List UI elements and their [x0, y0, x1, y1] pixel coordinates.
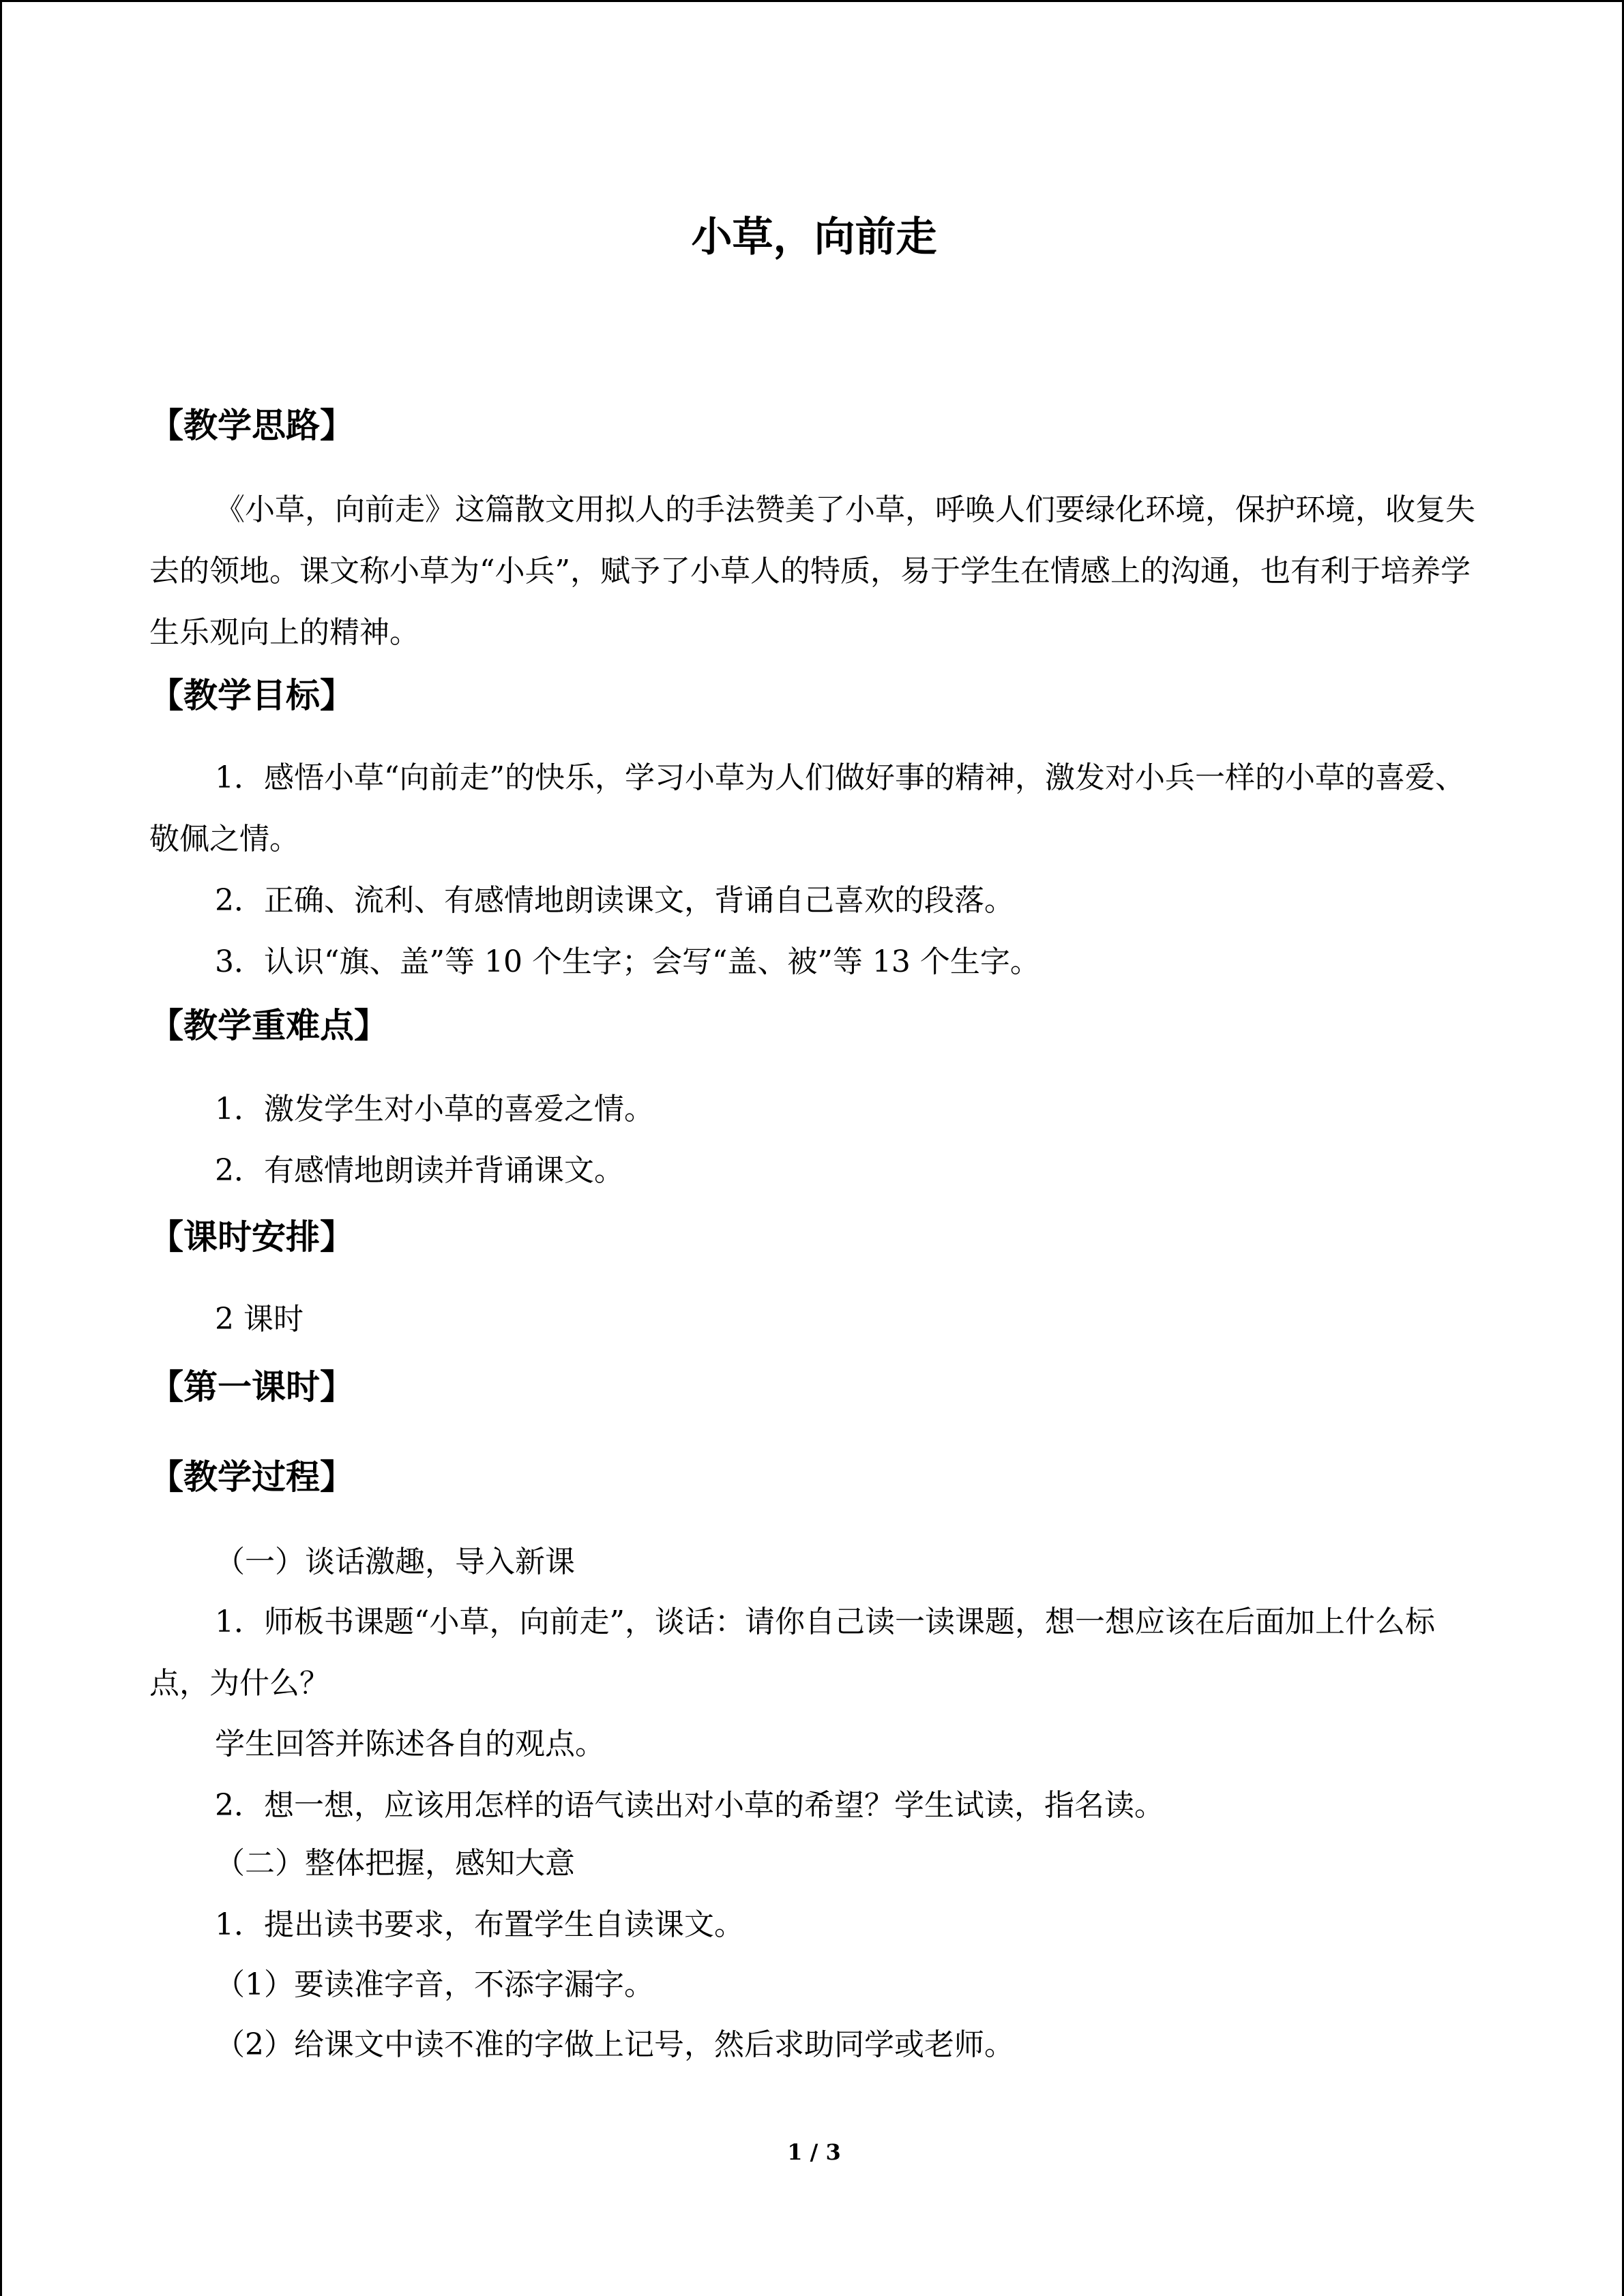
- heading-process: 【教学过程】: [149, 1457, 354, 1497]
- goal-item-1: 1．感悟小草“向前走”的快乐，学习小草为人们做好事的精神，激发对小兵一样的小草的喜爱、敬佩之情。: [149, 760, 1465, 856]
- schedule-text: 2 课时: [215, 1302, 304, 1337]
- goal-item-3: 3．认识“旗、盖”等 10 个生字；会写“盖、被”等 13 个生字。: [215, 944, 1040, 979]
- process-line-1: （一）谈话激趣，导入新课: [215, 1545, 575, 1579]
- process-line-5: （二）整体把握，感知大意: [215, 1846, 575, 1881]
- process-line-3: 学生回答并陈述各自的观点。: [215, 1727, 605, 1761]
- heading-goals: 【教学目标】: [149, 675, 354, 715]
- process-line-4: 2．想一想，应该用怎样的语气读出对小草的希望？学生试读，指名读。: [215, 1788, 1164, 1823]
- process-line-8: （2）给课文中读不准的字做上记号，然后求助同学或老师。: [215, 2027, 1014, 2062]
- process-line-2: 1．师板书课题“小草，向前走”，谈话：请你自己读一读课题，想一想应该在后面加上什么标点，为什么？: [149, 1605, 1435, 1701]
- page-number: 1 / 3: [787, 2139, 841, 2165]
- process-line-6: 1．提出读书要求，布置学生自读课文。: [215, 1907, 744, 1942]
- heading-key-points: 【教学重难点】: [149, 1005, 388, 1045]
- key-point-item-2: 2．有感情地朗读并背诵课文。: [215, 1153, 624, 1188]
- heading-approach: 【教学思路】: [149, 405, 354, 445]
- goal-item-2: 2．正确、流利、有感情地朗读课文，背诵自己喜欢的段落。: [215, 883, 1014, 918]
- approach-paragraph: 《小草，向前走》这篇散文用拟人的手法赞美了小草，呼唤人们要绿化环境，保护环境，收复失去的领地。课文称小草为“小兵”，赋予了小草人的特质，易于学生在情感上的沟通，也有利于培养学生乐观向上的精神。: [149, 492, 1475, 650]
- page-title: 小草，向前走: [691, 213, 937, 261]
- heading-first-lesson: 【第一课时】: [149, 1367, 354, 1407]
- process-line-7: （1）要读准字音，不添字漏字。: [215, 1967, 654, 2002]
- heading-schedule: 【课时安排】: [149, 1217, 354, 1257]
- key-point-item-1: 1．激发学生对小草的喜爱之情。: [215, 1092, 654, 1127]
